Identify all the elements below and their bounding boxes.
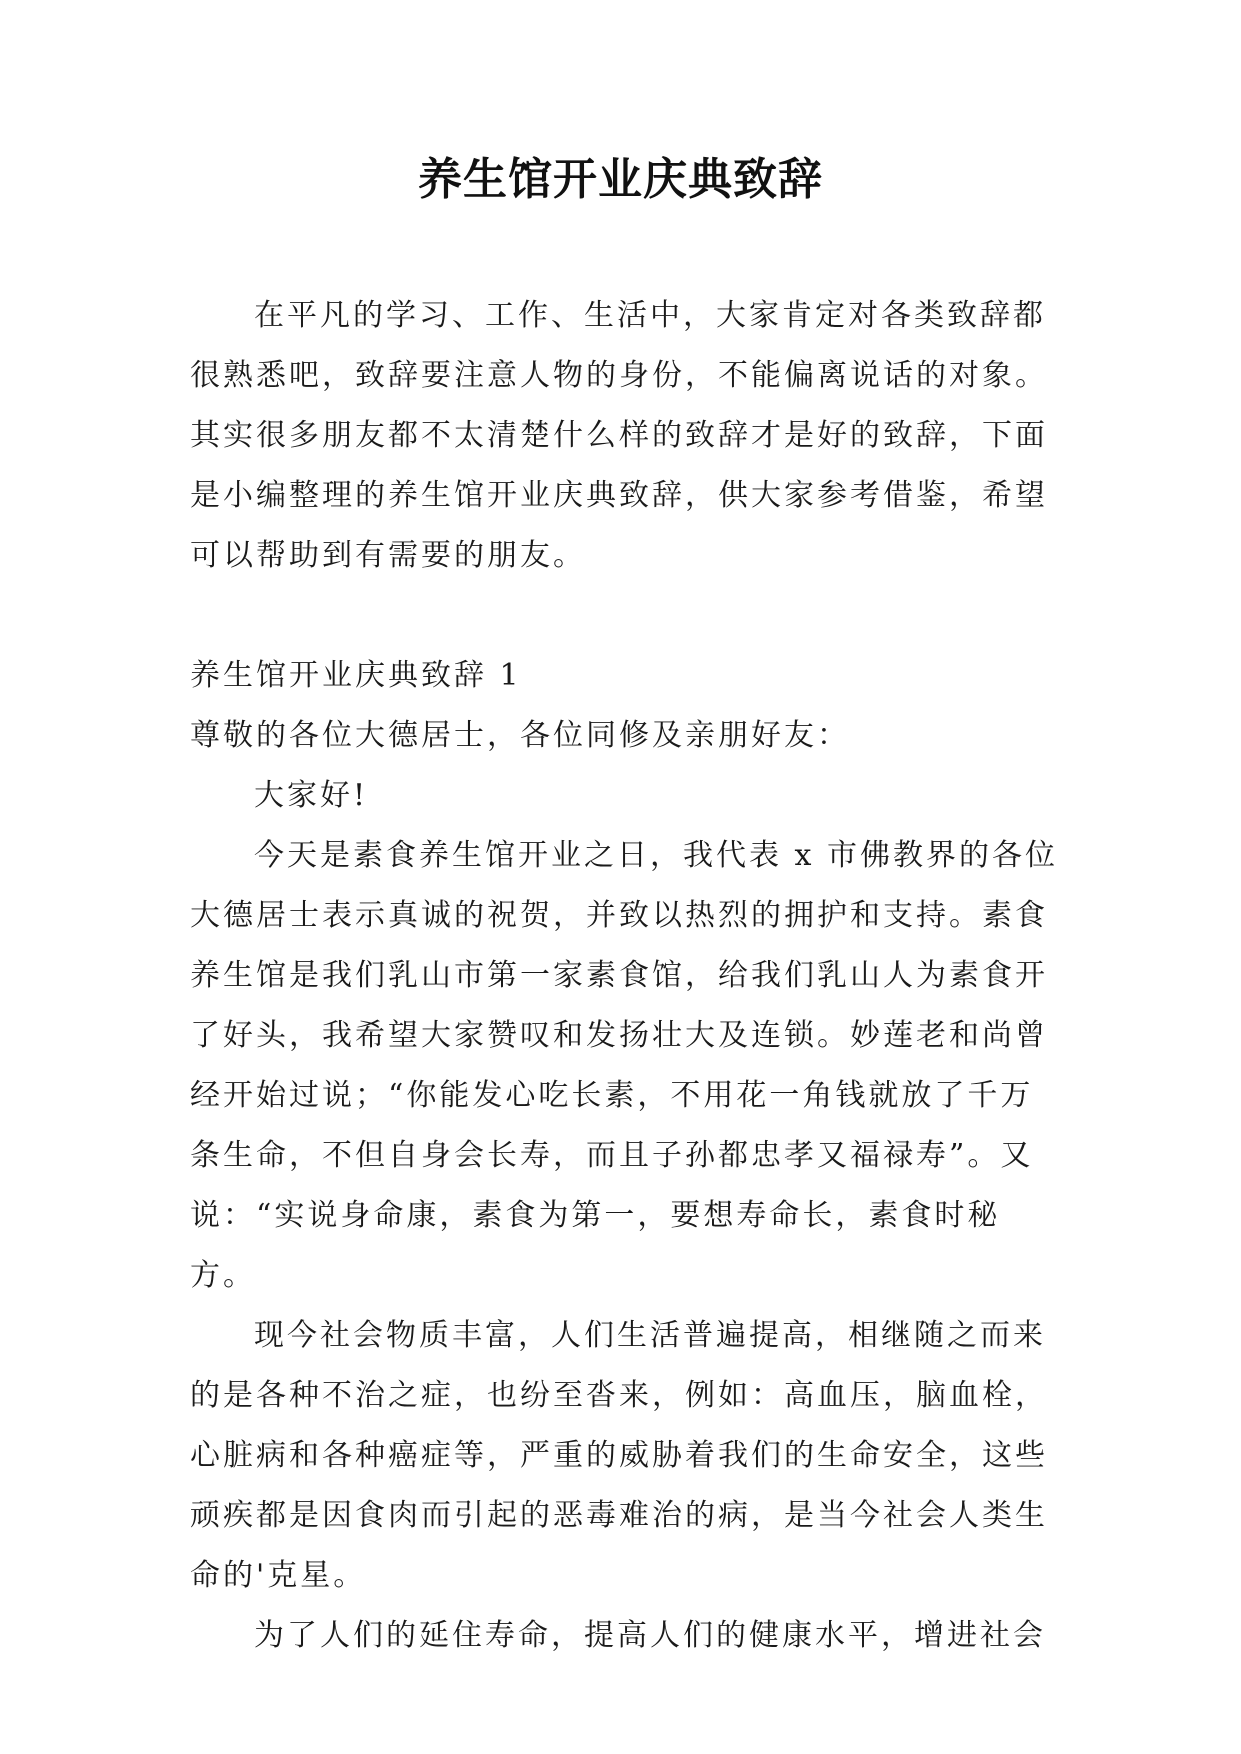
section-heading: 养生馆开业庆典致辞 1 bbox=[190, 658, 522, 693]
document-title: 养生馆开业庆典致辞 bbox=[418, 154, 823, 205]
body-paragraph: 为了人们的延住寿命，提高人们的健康水平，增进社会 bbox=[254, 1618, 1046, 1653]
body-paragraph: 现今社会物质丰富，人们生活普遍提高，相继随之而来的是各种不治之症，也纷至沓来，例如：高血压，脑血栓，心脏病和各种癌症等，严重的威胁着我们的生命安全，这些顽疾都是因食肉而引起的恶毒难治的病，是当今社会人类生命的'克星。 bbox=[190, 1318, 1048, 1593]
body-paragraph: 今天是素食养生馆开业之日，我代表 x 市佛教界的各位大德居士表示真诚的祝贺，并致以热烈的拥护和支持。素食养生馆是我们乳山市第一家素食馆，给我们乳山人为素食开了好头，我希望大家赞叹和发扬壮大及连锁。妙莲老和尚曾经开始过说；“你能发心吃长素，不用花一角钱就放了千万条生命，不但自身会长寿，而且子孙都忠孝又福禄寿”。又说：“实说身命康，素食为第一，要想寿命长，素食时秘方。 bbox=[190, 838, 1058, 1293]
salutation: 尊敬的各位大德居士，各位同修及亲朋好友： bbox=[190, 718, 850, 753]
intro-paragraph: 在平凡的学习、工作、生活中，大家肯定对各类致辞都很熟悉吧，致辞要注意人物的身份，不能偏离说话的对象。其实很多朋友都不太清楚什么样的致辞才是好的致辞，下面是小编整理的养生馆开业庆典致辞，供大家参考借鉴，希望可以帮助到有需要的朋友。 bbox=[190, 298, 1048, 573]
greeting: 大家好! bbox=[254, 778, 369, 813]
document-body bbox=[190, 286, 1062, 1666]
